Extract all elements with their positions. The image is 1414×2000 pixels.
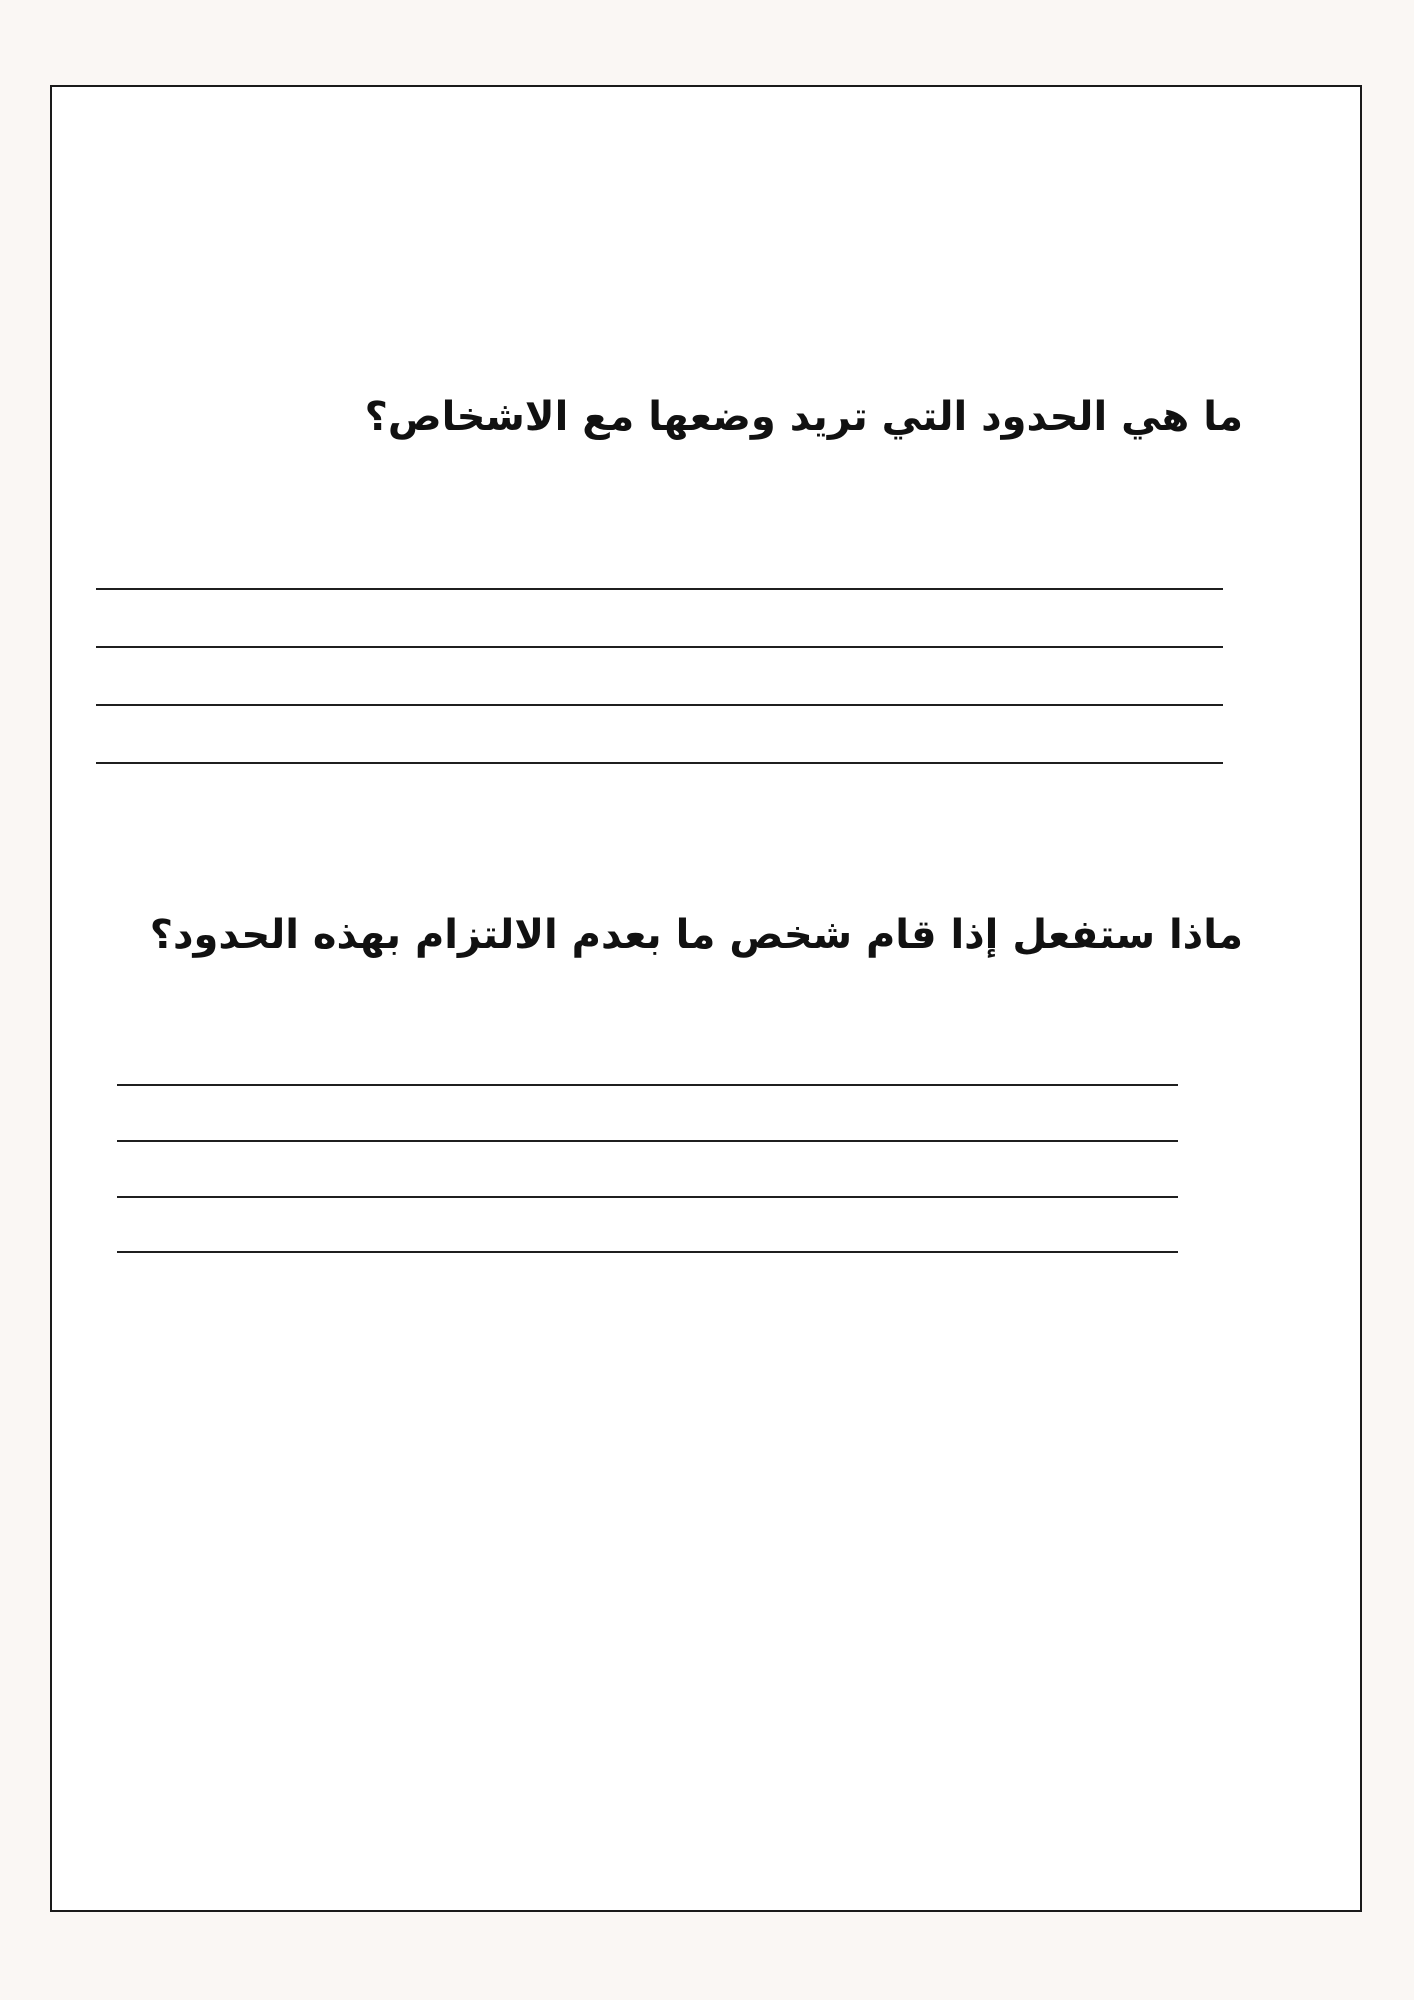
answer-line[interactable] <box>96 762 1223 764</box>
answer-line[interactable] <box>117 1251 1178 1253</box>
question-1-title: ما هي الحدود التي تريد وضعها مع الاشخاص؟ <box>364 394 1243 440</box>
answer-line[interactable] <box>96 646 1223 648</box>
question-2-answer-area[interactable] <box>117 1084 1178 1254</box>
answer-line[interactable] <box>117 1084 1178 1086</box>
answer-line[interactable] <box>96 588 1223 590</box>
worksheet-page <box>50 85 1362 1912</box>
answer-line[interactable] <box>117 1140 1178 1142</box>
answer-line[interactable] <box>96 704 1223 706</box>
question-1-answer-area[interactable] <box>96 588 1223 768</box>
answer-line[interactable] <box>117 1196 1178 1198</box>
question-2-title: ماذا ستفعل إذا قام شخص ما بعدم الالتزام بهذه الحدود؟ <box>149 912 1243 958</box>
